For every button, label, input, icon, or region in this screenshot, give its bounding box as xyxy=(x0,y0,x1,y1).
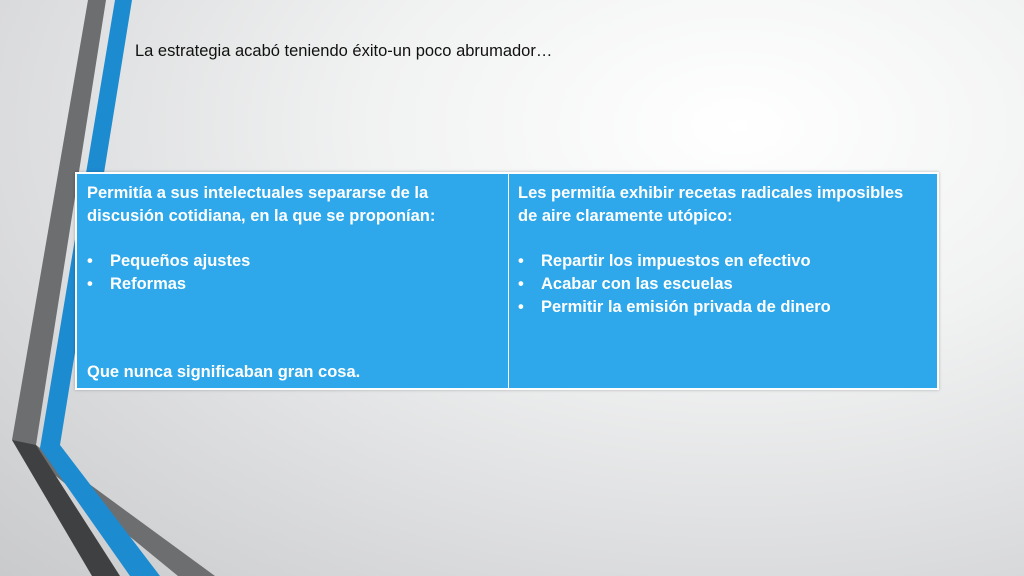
content-table xyxy=(75,172,939,390)
list-item-text: Repartir los impuestos en efectivo xyxy=(541,252,811,270)
list-item xyxy=(87,273,498,296)
right-bullet-list xyxy=(518,250,927,319)
bullet-icon: • xyxy=(518,252,524,270)
right-intro-text: Les permitía exhibir recetas radicales imposibles de aire claramente utópico: xyxy=(518,184,904,225)
left-footer-text: Que nunca significaban gran cosa. xyxy=(87,363,361,381)
bullet-icon: • xyxy=(87,252,93,270)
slide-title: La estrategia acabó teniendo éxito-un poco abrumador… xyxy=(135,42,553,60)
list-item xyxy=(518,250,927,273)
table-cell-right xyxy=(509,174,937,388)
list-item xyxy=(518,273,927,296)
left-intro-text: Permitía a sus intelectuales separarse de la discusión cotidiana, en la que se proponían: xyxy=(87,184,436,225)
list-item-text: Pequeños ajustes xyxy=(110,252,251,270)
bullet-icon: • xyxy=(518,298,524,316)
list-item xyxy=(87,250,498,273)
list-item-text: Reformas xyxy=(110,275,187,293)
bullet-icon: • xyxy=(87,275,93,293)
left-bullet-list xyxy=(87,250,498,296)
bullet-icon: • xyxy=(518,275,524,293)
table-cell-left xyxy=(77,174,509,388)
list-item-text: Permitir la emisión privada de dinero xyxy=(541,298,831,316)
list-item-text: Acabar con las escuelas xyxy=(541,275,733,293)
list-item xyxy=(518,296,927,319)
